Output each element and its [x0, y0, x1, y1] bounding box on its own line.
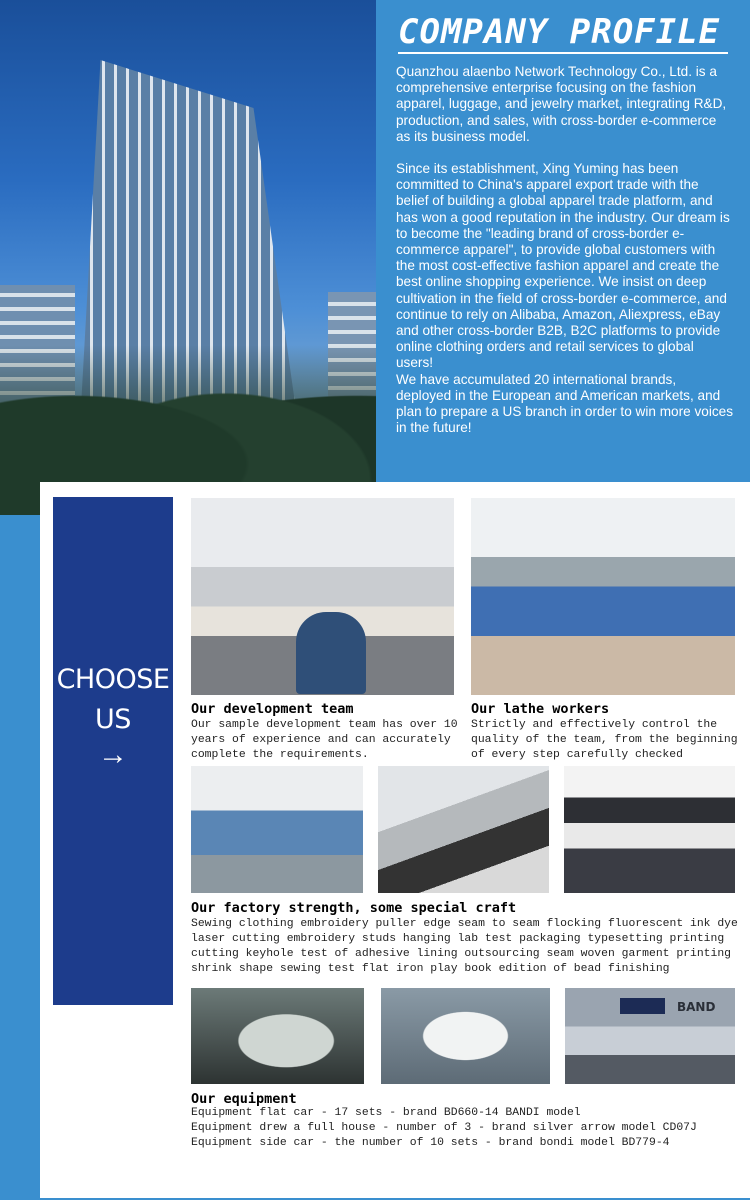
sewing-machine-photo-1	[191, 988, 364, 1084]
profile-paragraph-1: Quanzhou alaenbo Network Technology Co., Ltd. is a comprehensive enterprise focusing on the fashion apparel, luggage, and jewelry market, integrating R&D, production, and sales, with cross-border e-commerce as its business model.	[396, 64, 727, 144]
cutting-table-photo	[378, 766, 549, 893]
factory-strength-text: Sewing clothing embroidery puller edge seam to seam flocking fluorescent ink dye laser cutting embroidery studs hanging lab test packaging typesetting printing cutting keyhole test of adhesive lining outsourcing seam woven garment printing shrink shape sewing test flat iron play book edition of bead finishing	[191, 918, 738, 975]
lathe-workers-text: Strictly and effectively control the quality of the team, from the beginning of every step carefully checked	[471, 719, 738, 761]
equipment-heading: Our equipment	[191, 1091, 297, 1107]
title-underline	[398, 52, 728, 54]
lathe-workers-heading: Our lathe workers	[471, 701, 610, 717]
fabric-machine-photo	[564, 766, 735, 893]
development-team-photo	[191, 498, 454, 695]
dev-team-text: Our sample development team has over 10 years of experience and can accurately complete the requirements.	[191, 719, 458, 761]
dev-team-heading: Our development team	[191, 701, 354, 717]
profile-paragraph-3: We have accumulated 20 international brands, deployed in the European and American markets, and plan to prepare a US branch in order to win more voices in the future!	[396, 371, 733, 436]
choose-us-label: CHOOSE US	[56, 664, 170, 735]
factory-strength-heading: Our factory strength, some special craft	[191, 900, 517, 916]
sewing-machine-photo-3	[565, 988, 735, 1084]
company-building-photo	[0, 0, 376, 515]
company-profile-text	[396, 64, 734, 436]
arrow-right-icon: →	[98, 738, 128, 771]
profile-paragraph-2: Since its establishment, Xing Yuming has been committed to China's apparel export trade with the belief of building a global apparel trade platform, and has won a good reputation in the industry. Our dream is to become the "leading brand of cross-border e-commerce apparel", to provide global customers with the most cost-effective fashion apparel and create the best online shopping experience. We insist on deep cultivation in the field of cross-border e-commerce, and continue to rely on Alibaba, Amazon, Aliexpress, eBay and other cross-border B2B, B2C platforms to provide online clothing orders and retail services to global users!	[396, 161, 730, 371]
lathe-workers-photo	[471, 498, 735, 695]
machine-brand-text: BAND	[677, 1000, 716, 1014]
equipment-text: Equipment flat car - 17 sets - brand BD660-14 BANDI model Equipment drew a full house - number of 3 - brand silver arrow model CD07J Equipment side car - the number of 10 sets - brand bondi model BD779-4	[191, 1107, 697, 1149]
sewing-machine-photo-2	[381, 988, 550, 1084]
warehouse-photo	[191, 766, 363, 893]
company-profile-title: COMPANY PROFILE	[398, 12, 721, 52]
